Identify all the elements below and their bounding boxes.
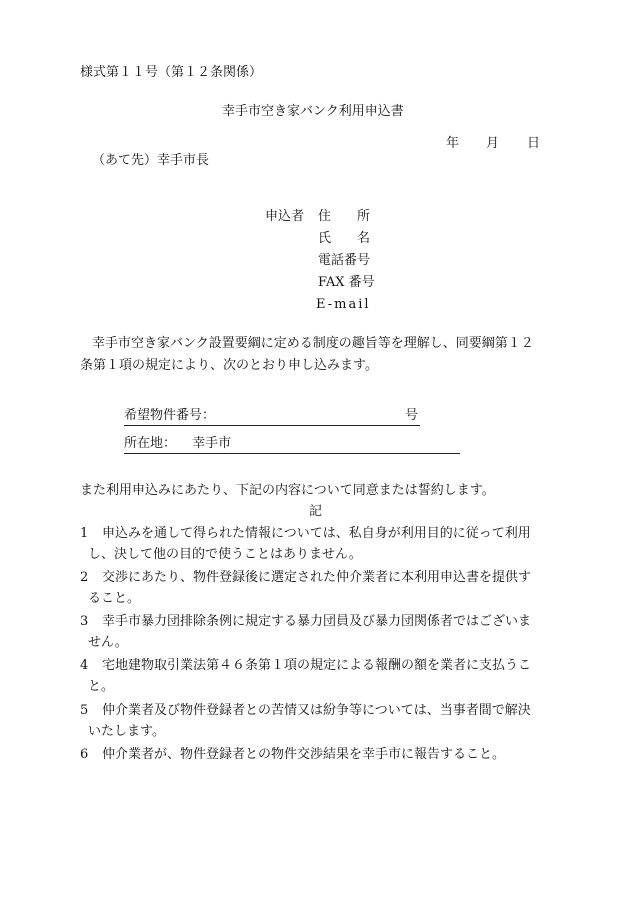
list-item-number: 1 xyxy=(80,526,89,541)
list-item-number: 3 xyxy=(80,614,89,629)
date-day: 日 xyxy=(527,136,541,151)
list-item-text-continued: と。 xyxy=(88,679,115,694)
list-item-text-continued: いたします。 xyxy=(88,724,165,739)
list-item-number: 5 xyxy=(80,703,89,718)
list-item-text-continued: せん。 xyxy=(88,635,128,650)
intro-line-2: 条第１項の規定により、次のとおり申し込みます。 xyxy=(80,358,378,373)
property-location-row xyxy=(124,435,460,454)
applicant-field-name: 氏 名 xyxy=(318,231,371,246)
ki-mark: 記 xyxy=(309,504,323,519)
list-item-text: 交渉にあたり、物件登録後に選定された仲介業者に本利用申込書を提供す xyxy=(102,570,532,585)
list-item-text: 仲介業者が、物件登録者との物件交渉結果を幸手市に報告すること。 xyxy=(102,747,506,762)
property-number-label: 希望物件番号： xyxy=(124,408,216,423)
property-number-suffix: 号 xyxy=(404,408,418,423)
list-item-text-continued: ること。 xyxy=(88,591,141,606)
addressee: （あて先）幸手市長 xyxy=(92,153,210,168)
intro-line-1: 幸手市空き家バンク設置要綱に定める制度の趣旨等を理解し、同要綱第１２ xyxy=(92,336,534,351)
list-item-number: 2 xyxy=(80,570,89,585)
date-month: 月 xyxy=(486,136,500,151)
property-number-row xyxy=(124,407,420,426)
applicant-field-phone: 電話番号 xyxy=(318,253,371,268)
applicant-field-fax: FAX 番号 xyxy=(318,275,375,290)
list-item-text: 幸手市暴力団排除条例に規定する暴力団員及び暴力団関係者ではございま xyxy=(102,614,532,629)
agreement-intro: また利用申込みにあたり、下記の内容について同意または誓約します。 xyxy=(80,483,495,498)
applicant-field-address: 住 所 xyxy=(318,209,371,224)
date-year: 年 xyxy=(446,136,460,151)
applicant-field-email: E-mail xyxy=(316,297,371,312)
list-item-text: 申込みを通して得られた情報については、私自身が利用目的に従って利用 xyxy=(102,526,531,541)
list-item-text-continued: し、決して他の目的で使うことはありません。 xyxy=(88,547,362,562)
list-item-number: 6 xyxy=(80,747,89,762)
list-item-number: 4 xyxy=(80,658,89,673)
property-location-label: 所在地： xyxy=(124,436,177,451)
property-location-value: 幸手市 xyxy=(192,436,232,451)
document-title: 幸手市空き家バンク利用申込書 xyxy=(222,104,404,119)
list-item-text: 宅地建物取引業法第４６条第１項の規定による報酬の額を業者に支払うこ xyxy=(102,658,532,673)
applicant-label: 申込者 xyxy=(265,209,305,224)
form-number: 様式第１１号（第１２条関係） xyxy=(80,65,263,80)
list-item-text: 仲介業者及び物件登録者との苦情又は紛争等については、当事者間で解決 xyxy=(102,703,531,718)
